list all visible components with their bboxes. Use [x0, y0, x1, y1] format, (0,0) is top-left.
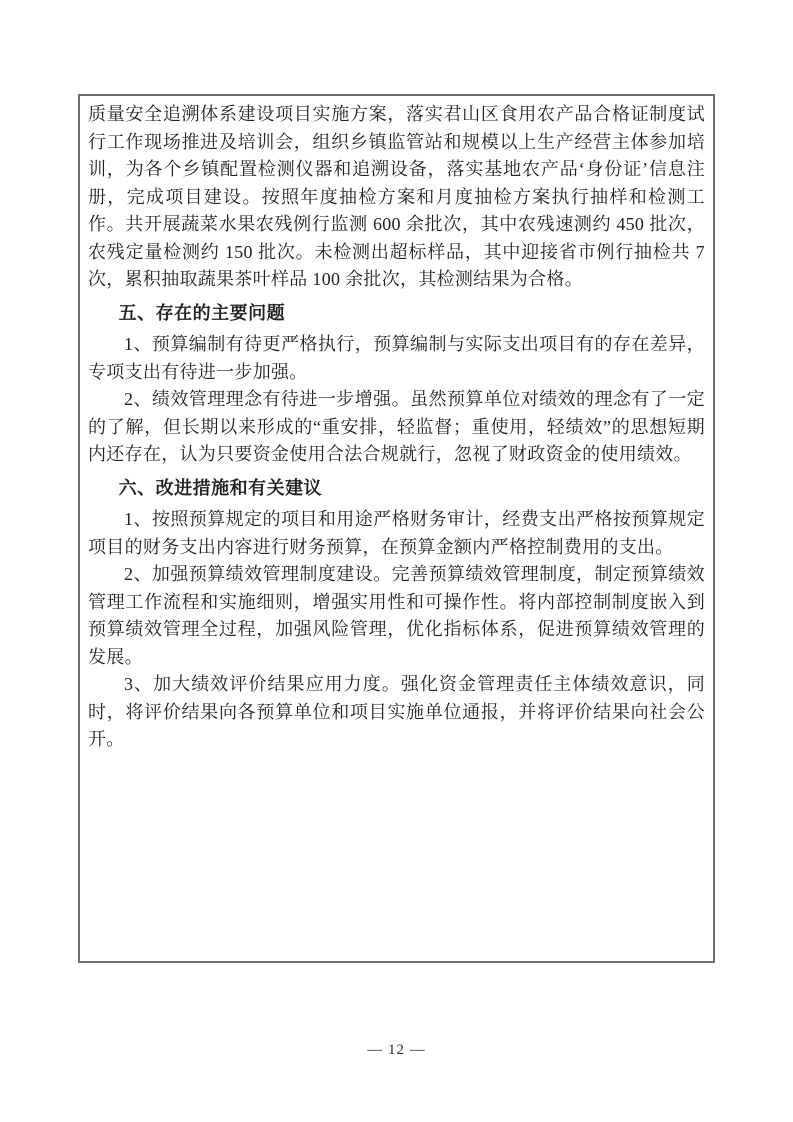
- paragraph: 1、按照预算规定的项目和用途严格财务审计，经费支出严格按预算规定项目的财务支出内容进行财务预算，在预算金额内严格控制费用的支出。: [88, 509, 705, 557]
- section-heading: 五、存在的主要问题: [118, 302, 286, 323]
- page-number: — 12 —: [367, 1042, 426, 1058]
- paragraph: 1、预算编制有待更严格执行，预算编制与实际支出项目有的存在差异，专项支出有待进一步加强。: [88, 334, 705, 382]
- paragraph: 2、加强预算绩效管理制度建设。完善预算绩效管理制度，制定预算绩效管理工作流程和实施细则，增强实用性和可操作性。将内部控制制度嵌入到预算绩效管理全过程，加强风险管理，优化指标体系，促进预算绩效管理的发展。: [88, 564, 705, 667]
- paragraph: 3、加大绩效评价结果应用力度。强化资金管理责任主体绩效意识，同时，将评价结果向各预算单位和项目实施单位通报，并将评价结果向社会公开。: [88, 674, 705, 749]
- section-heading: 六、改进措施和有关建议: [118, 477, 323, 498]
- paragraph: 质量安全追溯体系建设项目实施方案，落实君山区食用农产品合格证制度试行工作现场推进及培训会，组织乡镇监管站和规模以上生产经营主体参加培训，为各个乡镇配置检测仪器和追溯设备，落实基地农产品‘身份证’信息注册，完成项目建设。按照年度抽检方案和月度抽检方案执行抽样和检测工作。共开展蔬菜水果农残例行监测 600 余批次，其中农残速测约 450 批次，农残定量检测约 150 批次。未检测出超标样品，其中迎接省市例行抽检共 7 次，累积抽取蔬果茶叶样品 100 余批次，其检测结果为合格。: [88, 104, 705, 289]
- paragraph: 2、绩效管理理念有待进一步增强。虽然预算单位对绩效的理念有了一定的了解，但长期以来形成的“重安排，轻监督；重使用，轻绩效”的思想短期内还存在，认为只要资金使用合法合规就行，忽视了财政资金的使用绩效。: [88, 389, 705, 464]
- content-box: [78, 94, 715, 963]
